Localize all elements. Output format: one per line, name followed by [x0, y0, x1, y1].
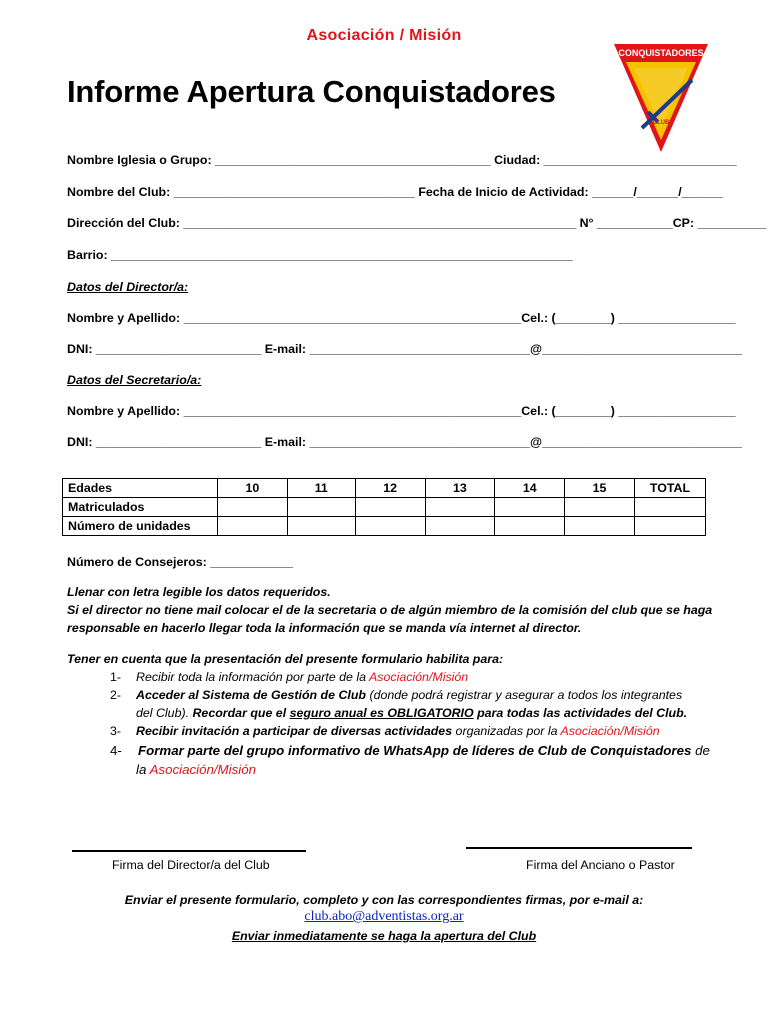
header-cell: 13 — [425, 479, 495, 498]
note-line-3: responsable en hacerlo llegar toda la información que se manda vía internet al director. — [67, 621, 582, 635]
table-cell[interactable] — [565, 517, 635, 536]
list-underline-text: seguro anual es OBLIGATORIO — [289, 706, 474, 720]
list-item — [110, 724, 660, 738]
header-cell: 12 — [355, 479, 425, 498]
list-text: (donde podrá registrar y asegurar a todos los integrantes — [366, 688, 683, 702]
organization-header: Asociación / Misión — [306, 27, 462, 44]
church-city-line[interactable]: Nombre Iglesia o Grupo: ________________________________________ Ciudad: ____________________________ — [67, 153, 737, 167]
header-cell: 14 — [495, 479, 565, 498]
intro-line: Tener en cuenta que la presentación del presente formulario habilita para: — [67, 652, 504, 666]
list-item — [110, 688, 682, 702]
table-row — [63, 498, 706, 517]
table-row — [63, 517, 706, 536]
email-link[interactable]: club.abo@adventistas.org.ar — [304, 909, 464, 924]
page-title: Informe Apertura Conquistadores — [67, 74, 556, 109]
list-item — [110, 743, 710, 758]
pastor-signature-line[interactable] — [466, 847, 692, 849]
director-section-title: Datos del Director/a: — [67, 280, 189, 294]
table-cell[interactable] — [495, 498, 565, 517]
list-number: 4- — [110, 743, 122, 758]
list-red-text: Asociación/Misión — [560, 724, 660, 738]
table-cell[interactable] — [218, 498, 288, 517]
note-line-2: Si el director no tiene mail colocar el de la secretaria o de algún miembro de la comisión del club que se haga — [67, 603, 713, 617]
list-bold-text: para todas las actividades del Club. — [473, 706, 688, 720]
header-cell: 15 — [565, 479, 635, 498]
list-text: de — [691, 743, 710, 758]
ages-table — [62, 478, 706, 536]
table-cell[interactable] — [355, 498, 425, 517]
header-cell: Edades — [63, 479, 218, 498]
list-bold-text: Recibir invitación a participar de diversas actividades — [136, 724, 453, 738]
list-bold-text: Recordar que el — [192, 706, 290, 720]
send-instructions: Enviar el presente formulario, completo y con las correspondientes firmas, por e-mail a: — [124, 893, 644, 907]
list-number: 2- — [110, 688, 122, 702]
list-text: Recibir toda la información por parte de la — [136, 670, 370, 684]
logo-text-bottom: CLUB — [652, 120, 670, 126]
list-text: organizadas por la — [452, 724, 561, 738]
header-cell: TOTAL — [635, 479, 706, 498]
row-label: Número de unidades — [63, 517, 218, 536]
table-cell[interactable] — [287, 517, 355, 536]
list-text: del Club). — [136, 706, 193, 720]
table-cell[interactable] — [287, 498, 355, 517]
list-bold-text: Formar parte del grupo informativo de WhatsApp de líderes de Club de Conquistadores — [138, 743, 692, 758]
list-red-text: Asociación/Misión — [149, 762, 256, 777]
table-cell[interactable] — [565, 498, 635, 517]
director-name-line[interactable]: Nombre y Apellido: _________________________________________________Cel.: (________) _________________ — [67, 311, 736, 325]
director-signature-label: Firma del Director/a del Club — [112, 858, 270, 872]
barrio-line[interactable]: Barrio: ___________________________________________________________________ — [67, 248, 573, 262]
secretary-dni-line[interactable]: DNI: ________________________ E-mail: ________________________________@_____________________________ — [67, 435, 742, 449]
address-line[interactable]: Dirección del Club: _________________________________________________________ N° ___________CP: __________ — [67, 216, 767, 230]
list-text: la — [136, 762, 150, 777]
director-signature-line[interactable] — [72, 850, 306, 852]
table-cell[interactable] — [355, 517, 425, 536]
table-cell[interactable] — [635, 517, 706, 536]
director-dni-line[interactable]: DNI: ________________________ E-mail: ________________________________@_____________________________ — [67, 342, 742, 356]
list-item-continuation — [136, 706, 687, 720]
header-cell: 10 — [218, 479, 288, 498]
send-asap-note: Enviar inmediatamente se haga la apertura del Club — [231, 929, 537, 943]
table-cell[interactable] — [495, 517, 565, 536]
list-number: 1- — [110, 670, 122, 684]
list-item-continuation — [136, 762, 256, 777]
table-cell[interactable] — [425, 498, 495, 517]
list-red-text: Asociación/Misión — [369, 670, 469, 684]
row-label: Matriculados — [63, 498, 218, 517]
header-cell: 11 — [287, 479, 355, 498]
club-date-line[interactable]: Nombre del Club: ___________________________________ Fecha de Inicio de Actividad: ______/______/______ — [67, 185, 723, 199]
list-number: 3- — [110, 724, 122, 738]
table-cell[interactable] — [425, 517, 495, 536]
table-cell[interactable] — [218, 517, 288, 536]
secretary-section-title: Datos del Secretario/a: — [67, 373, 202, 387]
pastor-signature-label: Firma del Anciano o Pastor — [526, 858, 675, 872]
logo-text-top: CONQUISTADORES — [618, 48, 704, 58]
list-bold-text: Acceder al Sistema de Gestión de Club — [136, 688, 366, 702]
table-header-row — [63, 479, 706, 498]
note-line-1: Llenar con letra legible los datos requeridos. — [67, 585, 331, 599]
email-container — [0, 909, 768, 925]
conquistadores-logo — [612, 40, 710, 154]
table-cell[interactable] — [635, 498, 706, 517]
secretary-name-line[interactable]: Nombre y Apellido: _________________________________________________Cel.: (________) _________________ — [67, 404, 736, 418]
consejeros-line[interactable]: Número de Consejeros: ____________ — [67, 555, 293, 569]
list-item — [110, 670, 468, 684]
